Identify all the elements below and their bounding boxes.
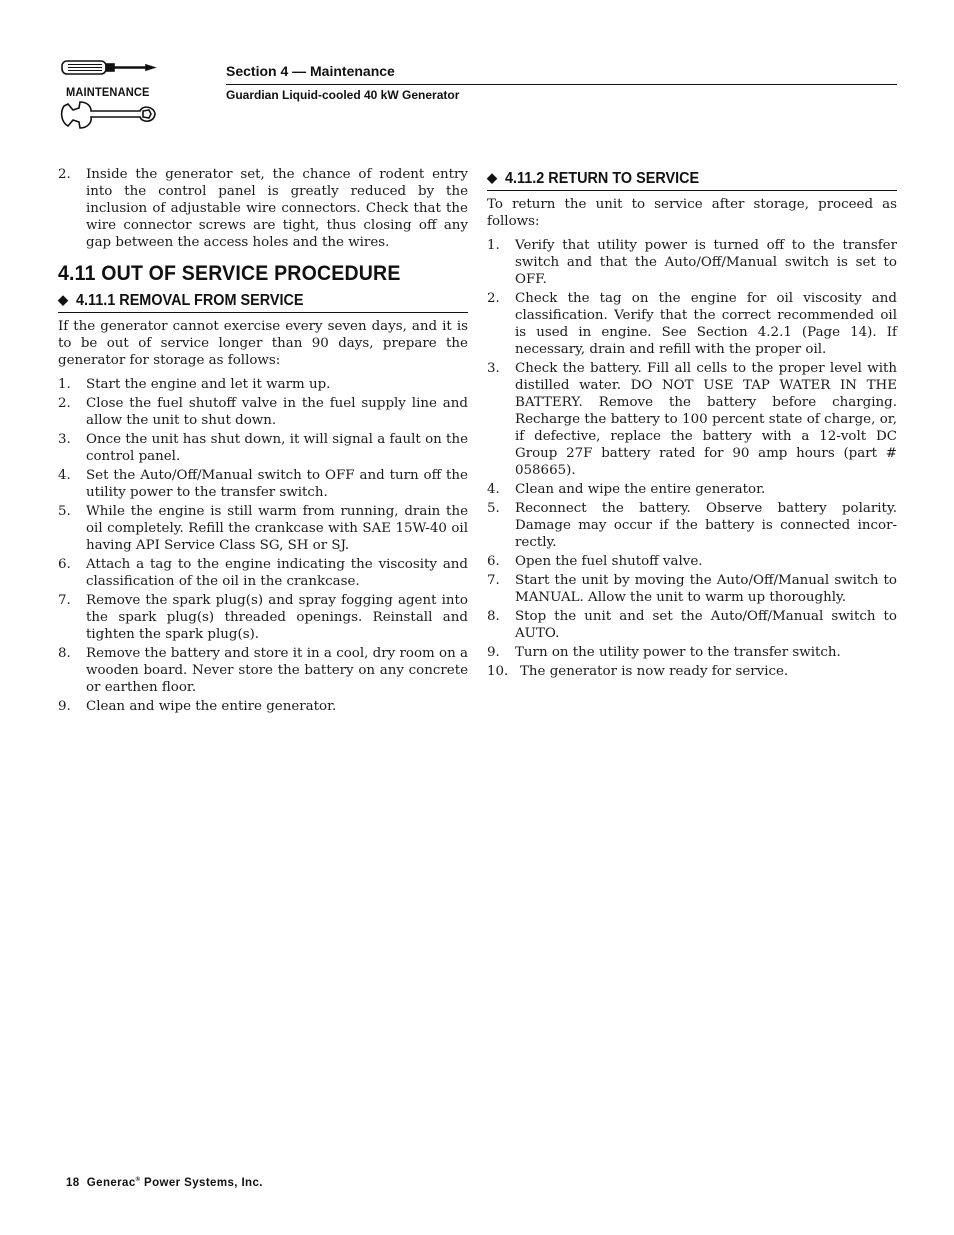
list-text: Inside the generator set, the chance of rodent entry into the control panel is greatly reduced by the inclusion of adjustable wire connectors. Check that the wire connector screws are tight, thus closing off any gap between the access holes and the wires.	[86, 167, 468, 250]
right-column	[487, 166, 897, 682]
list-text: Once the unit has shut down, it will signal a fault on the control panel.	[86, 432, 468, 464]
subsection-heading-removal	[58, 292, 468, 313]
section-heading: 4.11 OUT OF SERVICE PROCEDURE	[58, 262, 401, 285]
list-number: 1.	[487, 238, 500, 253]
registered-mark: ®	[135, 1177, 141, 1184]
list-item	[487, 360, 897, 479]
list-item	[58, 592, 468, 643]
list-item	[58, 556, 468, 590]
list-item	[487, 290, 897, 358]
list-item	[487, 572, 897, 606]
list-number: 9.	[58, 699, 71, 714]
list-text: While the engine is still warm from running, drain the oil completely. Refill the crankcase with SAE 15W-40 oil having API Service Class SG, SH or SJ.	[86, 504, 468, 553]
list-number: 5.	[58, 504, 71, 519]
left-column	[58, 166, 468, 717]
list-item	[58, 376, 468, 393]
subsection-title: 4.11.1 REMOVAL FROM SERVICE	[76, 292, 304, 309]
list-item	[58, 698, 468, 715]
running-header-section: Section 4 — Maintenance	[226, 63, 395, 79]
page-footer	[66, 1177, 263, 1189]
list-item	[58, 645, 468, 696]
list-item	[487, 553, 897, 570]
return-steps	[487, 237, 897, 680]
list-number: 6.	[58, 557, 71, 572]
list-number: 7.	[487, 573, 500, 588]
list-text: Turn on the utility power to the transfer switch.	[515, 645, 841, 660]
list-number: 2.	[487, 291, 500, 306]
list-number: 9.	[487, 645, 500, 660]
list-item	[58, 503, 468, 554]
list-text: Check the battery. Fill all cells to the proper level with distilled water. DO NOT USE TAP WATER IN THE BATTERY. Remove the battery before charging. Recharge the battery to 100 percent state of charge, or, if defective, replace the battery with a 12-volt DC Group 27F battery rated for 90 amp hours (part # 058665).	[515, 361, 897, 478]
list-number: 4.	[58, 468, 71, 483]
list-text: Open the fuel shutoff valve.	[515, 554, 703, 569]
list-number: 8.	[487, 609, 500, 624]
list-text: Check the tag on the engine for oil viscosity and classification. Verify that the correct recommended oil is used in engine. See Section 4.2.1 (Page 14). If necessary, drain and refill with the proper oil.	[515, 291, 897, 357]
subsection-title: 4.11.2 RETURN TO SERVICE	[505, 170, 700, 187]
list-number: 8.	[58, 646, 71, 661]
continued-list	[58, 166, 468, 251]
list-item	[487, 644, 897, 661]
list-number: 1.	[58, 377, 71, 392]
list-number: 5.	[487, 501, 500, 516]
list-text: The generator is now ready for service.	[520, 664, 789, 679]
list-text: Attach a tag to the engine indicating the viscosity and classification of the oil in the crankcase.	[86, 557, 468, 589]
list-text: Clean and wipe the entire generator.	[515, 482, 766, 497]
list-number: 4.	[487, 482, 500, 497]
list-item	[58, 166, 468, 251]
return-intro-paragraph: To return the unit to service after storage, proceed as follows:	[487, 197, 897, 229]
list-item	[58, 395, 468, 429]
diamond-bullet-icon: ◆	[487, 170, 497, 185]
list-item	[487, 663, 897, 680]
header-rule	[226, 84, 897, 85]
list-number: 3.	[487, 361, 500, 376]
footer-company-suffix: Power Systems, Inc.	[140, 1177, 263, 1189]
subsection-heading-return	[487, 170, 897, 191]
list-text: Reconnect the battery. Observe battery polarity. Damage may occur if the battery is connected incor-rectly.	[515, 501, 897, 550]
list-item	[487, 237, 897, 288]
list-text: Stop the unit and set the Auto/Off/Manual switch to AUTO.	[515, 609, 897, 641]
list-text: Set the Auto/Off/Manual switch to OFF and turn off the utility power to the transfer switch.	[86, 468, 468, 500]
list-number: 6.	[487, 554, 500, 569]
list-text: Remove the spark plug(s) and spray fogging agent into the spark plug(s) threaded openings. Reinstall and tighten the spark plug(s).	[86, 593, 468, 642]
list-item	[487, 608, 897, 642]
list-number: 10.	[487, 664, 509, 679]
list-item	[487, 481, 897, 498]
list-number: 2.	[58, 396, 71, 411]
list-item	[58, 467, 468, 501]
logo-label: MAINTENANCE	[66, 85, 150, 99]
list-text: Close the fuel shutoff valve in the fuel supply line and allow the unit to shut down.	[86, 396, 468, 428]
screwdriver-icon	[62, 61, 154, 74]
footer-company: Generac	[86, 1177, 136, 1189]
removal-steps	[58, 376, 468, 715]
removal-intro-paragraph: If the generator cannot exercise every seven days, and it is to be out of service longer than 90 days, prepare the generator for storage as follows:	[58, 319, 468, 368]
list-text: Start the engine and let it warm up.	[86, 377, 331, 392]
wrench-icon	[62, 102, 155, 128]
list-text: Start the unit by moving the Auto/Off/Manual switch to MANUAL. Allow the unit to warm up thoroughly.	[515, 573, 897, 605]
list-item	[487, 500, 897, 551]
list-text: Remove the battery and store it in a cool, dry room on a wooden board. Never store the battery on any concrete or earthen floor.	[86, 646, 468, 695]
list-text: Verify that utility power is turned off to the transfer switch and that the Auto/Off/Manual switch is set to OFF.	[515, 238, 897, 287]
page-number: 18	[66, 1177, 80, 1189]
list-text: Clean and wipe the entire generator.	[86, 699, 337, 714]
list-number: 7.	[58, 593, 71, 608]
list-number: 2.	[58, 167, 71, 182]
list-item	[58, 431, 468, 465]
running-header-subtitle: Guardian Liquid-cooled 40 kW Generator	[226, 88, 460, 102]
diamond-bullet-icon: ◆	[58, 292, 68, 307]
list-number: 3.	[58, 432, 71, 447]
